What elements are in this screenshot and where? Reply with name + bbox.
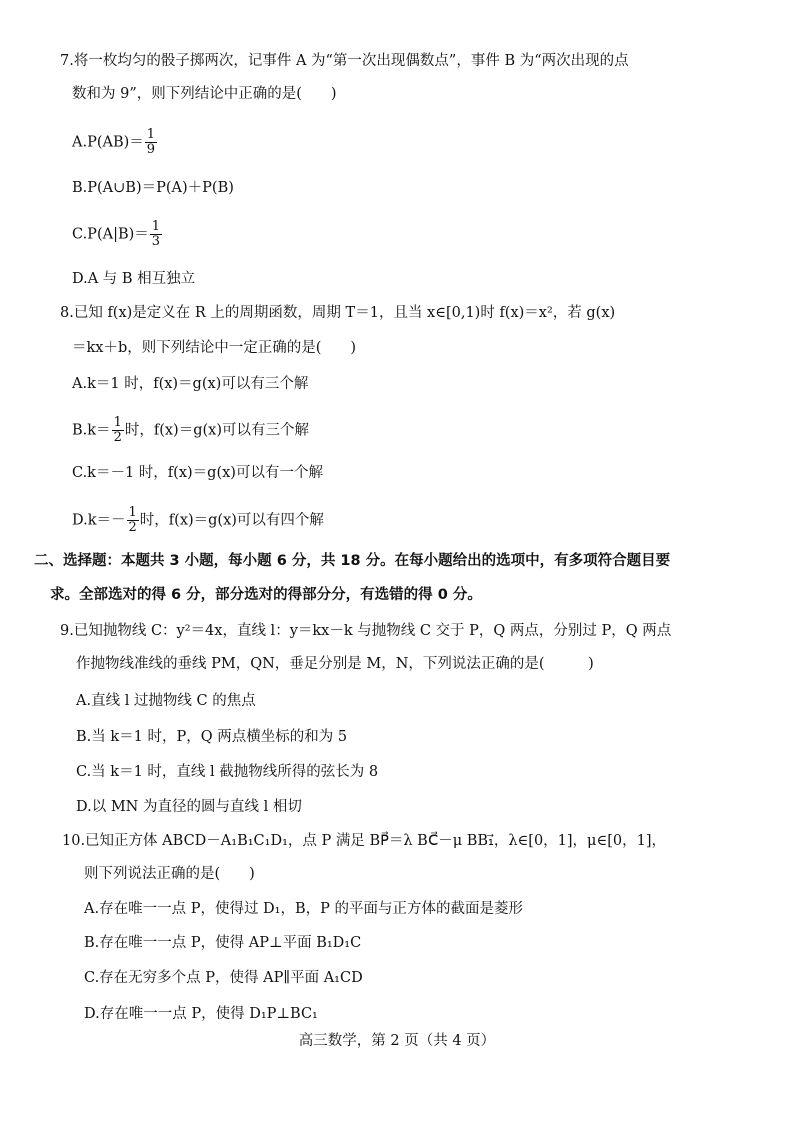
q7-option-a (72, 128, 158, 157)
q8-option-c: C.k＝－1 时，f(x)＝g(x)可以有一个解 (72, 465, 323, 481)
q9-stem-line1: 9.已知抛物线 C：y²＝4x，直线 l：y＝kx－k 与抛物线 C 交于 P，Q 两点，分别过 P，Q 两点 (60, 623, 672, 639)
q10-stem-line2: 则下列说法正确的是( ) (84, 866, 255, 882)
q8-option-b-prefix: B.k＝ (72, 422, 111, 439)
q7-stem-line1: 7.将一枚均匀的骰子掷两次，记事件 A 为“第一次出现偶数点”，事件 B 为“两次出现的点 (60, 53, 629, 69)
q7-option-c-text: C.P(A|B)＝ (72, 226, 149, 243)
q9-option-b: B.当 k＝1 时，P，Q 两点横坐标的和为 5 (76, 729, 348, 745)
q7-a-numerator: 1 (146, 127, 156, 142)
q8-option-a: A.k＝1 时，f(x)＝g(x)可以有三个解 (72, 376, 309, 392)
q7-option-a-fraction (145, 128, 157, 157)
q10-stem-line1: 10.已知正方体 ABCD－A₁B₁C₁D₁，点 P 满足 BP⃗＝λ BC⃗－μ BB₁⃗，λ∈[0，1]，μ∈[0，1]， (62, 833, 666, 849)
q7-option-c-fraction (150, 220, 162, 249)
q8-option-b-fraction (112, 416, 124, 445)
q7-a-denominator: 9 (146, 142, 156, 157)
q8-d-numerator: 1 (128, 505, 137, 520)
q8-option-d-fraction (127, 506, 139, 535)
q8-option-b (72, 416, 309, 445)
q7-c-numerator: 1 (151, 219, 161, 234)
q10-option-d: D.存在唯一一点 P，使得 D₁P⊥BC₁ (84, 1006, 318, 1022)
q7-c-denominator: 3 (151, 234, 161, 249)
q7-option-a-text: A.P(AB)＝ (72, 134, 144, 151)
q8-stem-line1: 8.已知 f(x)是定义在 R 上的周期函数，周期 T＝1，且当 x∈[0,1)时 f(x)＝x²，若 g(x) (60, 305, 616, 321)
q7-stem-line2: 数和为 9”，则下列结论中正确的是( ) (72, 86, 337, 102)
q7-option-d: D.A 与 B 相互独立 (72, 271, 196, 287)
page-footer: 高三数学，第 2 页（共 4 页） (298, 1033, 496, 1049)
q8-b-numerator: 1 (113, 415, 122, 430)
section2-heading-line1: 二、选择题：本题共 3 小题，每小题 6 分，共 18 分。在每小题给出的选项中，有多项符合题目要 (34, 553, 671, 569)
q9-option-c: C.当 k＝1 时，直线 l 截抛物线所得的弦长为 8 (76, 764, 379, 780)
q8-option-d-prefix: D.k＝－ (72, 512, 126, 529)
q9-option-d: D.以 MN 为直径的圆与直线 l 相切 (76, 799, 302, 815)
q8-option-d-suffix: 时，f(x)＝g(x)可以有四个解 (139, 512, 324, 529)
q9-option-a: A.直线 l 过抛物线 C 的焦点 (76, 693, 256, 709)
q8-stem-line2: ＝kx＋b，则下列结论中一定正确的是( ) (72, 340, 357, 356)
q10-option-a: A.存在唯一一点 P，使得过 D₁，B，P 的平面与正方体的截面是菱形 (84, 901, 524, 917)
q8-option-d (72, 506, 324, 535)
q10-option-b: B.存在唯一一点 P，使得 AP⊥平面 B₁D₁C (84, 935, 362, 951)
q9-stem-line2: 作抛物线准线的垂线 PM，QN，垂足分别是 M，N，下列说法正确的是( ) (76, 656, 594, 672)
q8-b-denominator: 2 (113, 430, 122, 445)
q8-d-denominator: 2 (128, 520, 137, 535)
q8-option-b-suffix: 时，f(x)＝g(x)可以有三个解 (124, 422, 309, 439)
q7-option-c (72, 220, 163, 249)
q10-option-c: C.存在无穷多个点 P，使得 AP∥平面 A₁CD (84, 970, 363, 986)
section2-heading-line2: 求。全部选对的得 6 分，部分选对的得部分分，有选错的得 0 分。 (50, 587, 482, 603)
q7-option-b: B.P(A∪B)＝P(A)＋P(B) (72, 180, 234, 196)
